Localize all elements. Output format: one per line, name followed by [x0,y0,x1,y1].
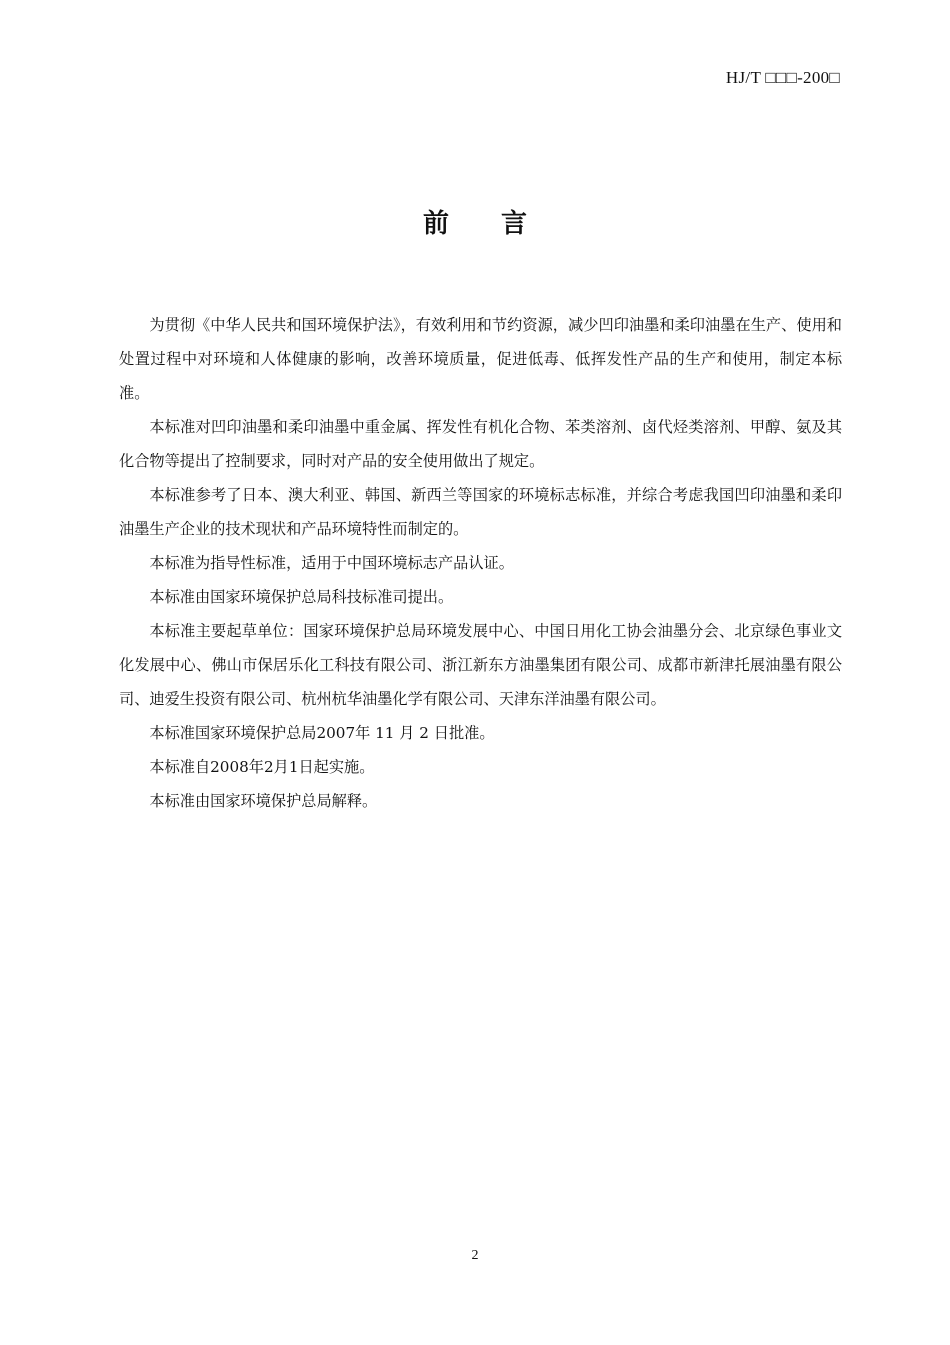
paragraph-approval-date: 本标准国家环境保护总局2007年 11 月 2 日批准。 [149,724,495,742]
paragraph-scope-controls: 本标准对凹印油墨和柔印油墨中重金属、挥发性有机化合物、苯类溶剂、卤代烃类溶剂、甲醇、氨及其化合物等提出了控制要求，同时对产品的安全使用做出了规定。 [119,418,842,470]
page-number: 2 [471,1248,479,1263]
paragraph-effective-date: 本标准自2008年2月1日起实施。 [149,758,375,776]
paragraph-references: 本标准参考了日本、澳大利亚、韩国、新西兰等国家的环境标志标准，并综合考虑我国凹印油墨和柔印油墨生产企业的技术现状和产品环境特性而制定的。 [119,486,842,538]
standard-code-header: HJ/T □□□-200□ [725,68,840,87]
paragraph-purpose: 为贯彻《中华人民共和国环境保护法》，有效利用和节约资源，减少凹印油墨和柔印油墨在生产、使用和处置过程中对环境和人体健康的影响，改善环境质量，促进低毒、低挥发性产品的生产和使用，制定本标准。 [119,316,842,402]
paragraph-proposer: 本标准由国家环境保护总局科技标准司提出。 [149,588,454,606]
foreword-body [119,308,842,818]
paragraph-applicability: 本标准为指导性标准，适用于中国环境标志产品认证。 [149,554,514,572]
paragraph-interpretation: 本标准由国家环境保护总局解释。 [149,792,378,810]
page-title: 前言 [422,209,579,239]
paragraph-drafting-units: 本标准主要起草单位：国家环境保护总局环境发展中心、中国日用化工协会油墨分会、北京绿色事业文化发展中心、佛山市保居乐化工科技有限公司、浙江新东方油墨集团有限公司、成都市新津托展油墨有限公司、迪爱生投资有限公司、杭州杭华油墨化学有限公司、天津东洋油墨有限公司。 [119,622,842,708]
